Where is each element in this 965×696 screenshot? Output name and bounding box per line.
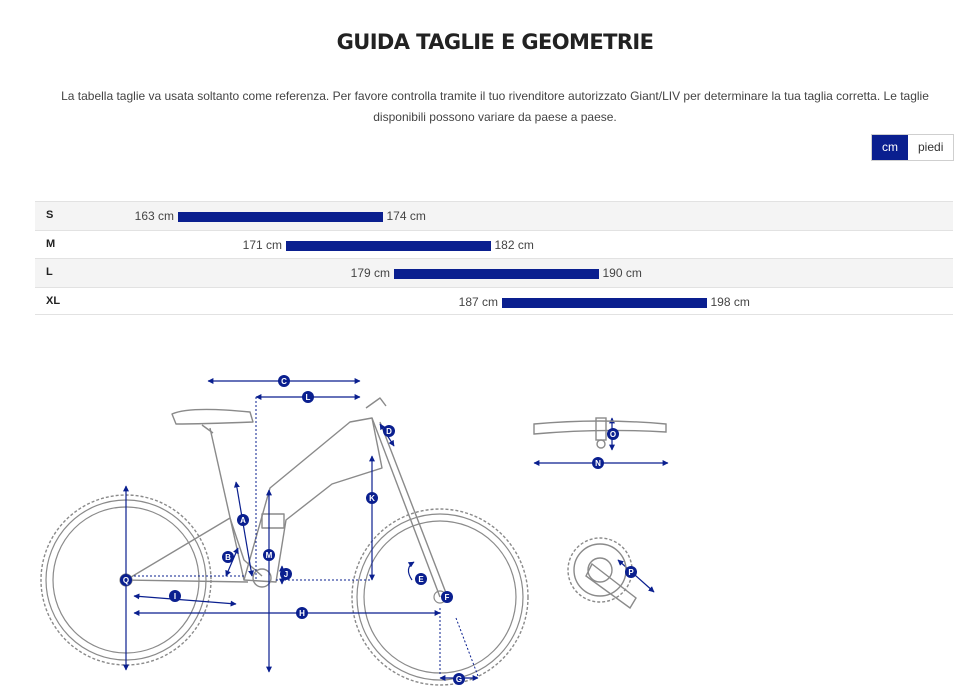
geometry-label-i bbox=[169, 590, 181, 602]
svg-text:B: B bbox=[225, 553, 231, 562]
svg-text:F: F bbox=[444, 593, 450, 602]
size-label: M bbox=[46, 237, 56, 250]
size-label: XL bbox=[46, 294, 61, 307]
measure-lines bbox=[126, 381, 668, 678]
svg-text:J: J bbox=[283, 570, 289, 579]
bike-frame bbox=[126, 398, 446, 597]
bike-geometry-diagram bbox=[0, 330, 965, 696]
geometry-label-m bbox=[263, 549, 275, 561]
handlebar-detail bbox=[534, 418, 666, 448]
unit-toggle bbox=[871, 134, 954, 161]
size-range-bar bbox=[286, 241, 491, 251]
geometry-label-l bbox=[302, 391, 314, 403]
geometry-label-g bbox=[453, 673, 465, 685]
size-min-height: 187 cm bbox=[458, 294, 498, 309]
size-row bbox=[35, 287, 953, 316]
unit-feet-button[interactable]: piedi bbox=[908, 135, 953, 160]
size-range-bar bbox=[502, 298, 707, 308]
size-row bbox=[35, 230, 953, 259]
svg-text:N: N bbox=[595, 459, 601, 468]
size-max-height: 174 cm bbox=[386, 209, 426, 223]
size-min-height: 163 cm bbox=[134, 209, 174, 223]
size-max-height: 190 cm bbox=[602, 266, 642, 280]
svg-text:H: H bbox=[299, 609, 305, 618]
size-min-height: 179 cm bbox=[350, 266, 390, 280]
svg-text:M: M bbox=[265, 551, 273, 560]
geometry-label-n bbox=[592, 457, 604, 469]
size-range-bar bbox=[178, 212, 383, 222]
svg-text:O: O bbox=[609, 430, 617, 439]
geometry-label-d bbox=[383, 425, 395, 437]
size-label: L bbox=[46, 266, 53, 278]
size-min-height: 171 cm bbox=[242, 237, 282, 252]
svg-text:Q: Q bbox=[122, 576, 130, 585]
svg-text:L: L bbox=[305, 393, 311, 402]
geometry-label-h bbox=[296, 607, 308, 619]
svg-text:E: E bbox=[418, 575, 424, 584]
size-range-bar bbox=[394, 269, 599, 279]
geometry-label-q bbox=[120, 574, 132, 586]
size-table bbox=[35, 201, 953, 315]
svg-text:A: A bbox=[240, 516, 246, 525]
svg-text:I: I bbox=[173, 592, 177, 601]
svg-text:K: K bbox=[369, 494, 375, 503]
intro-text: La tabella taglie va usata soltanto come referenza. Per favore controlla tramite il tuo rivenditore autorizzato Giant/LIV per determinare la tua taglia corretta. Le taglie disponibili possono variare da paese a paese. bbox=[61, 89, 929, 124]
geometry-label-f bbox=[441, 591, 453, 603]
size-max-height: 198 cm bbox=[710, 294, 750, 309]
size-row bbox=[35, 201, 953, 230]
geometry-label-e bbox=[415, 573, 427, 585]
size-row bbox=[35, 258, 953, 287]
svg-text:G: G bbox=[455, 675, 463, 684]
geometry-label-b bbox=[222, 551, 234, 563]
size-max-height: 182 cm bbox=[494, 237, 534, 252]
geometry-label-p bbox=[625, 566, 637, 578]
geometry-label-a bbox=[237, 514, 249, 526]
svg-text:P: P bbox=[628, 568, 634, 577]
svg-text:C: C bbox=[281, 377, 287, 386]
size-label: S bbox=[46, 209, 54, 221]
geometry-label-j bbox=[280, 568, 292, 580]
unit-cm-button[interactable]: cm bbox=[872, 135, 908, 160]
geometry-label-o bbox=[607, 428, 619, 440]
page-title: GUIDA TAGLIE E GEOMETRIE bbox=[336, 30, 654, 54]
svg-text:D: D bbox=[386, 427, 392, 436]
geometry-label-k bbox=[366, 492, 378, 504]
geometry-label-c bbox=[278, 375, 290, 387]
